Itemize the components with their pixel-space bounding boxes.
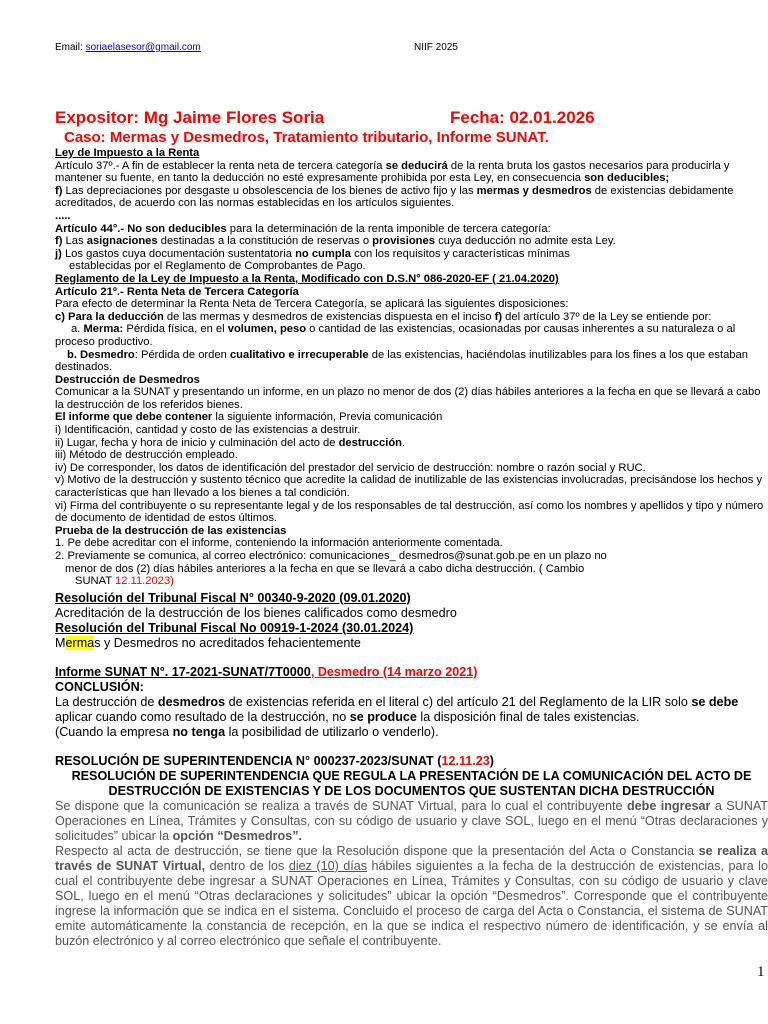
ellipsis: ..... bbox=[55, 209, 71, 222]
inciso-c: c) Para la deducción de las mermas y desmedros de existencias dispuesta en el inciso f) del artículo 37º de la Ley se entiende por: bbox=[55, 310, 712, 323]
ley-heading: Ley de Impuesto a la Renta bbox=[55, 147, 200, 159]
tribunal-2-heading: Resolución del Tribunal Fiscal No 00919-1-2024 (30.01.2024) bbox=[55, 620, 414, 635]
prueba-2-cont: menor de dos (2) días hábiles anteriores a la fecha en que se llevará a cabo dicha destrucción. ( Cambio bbox=[65, 562, 585, 575]
item-iv: iv) De corresponder, los datos de identificación del prestador del servicio de destrucción: nombre o razón social y RUC. bbox=[55, 461, 646, 474]
caso-title: Caso: Mermas y Desmedros, Tratamiento tributario, Informe SUNAT. bbox=[64, 129, 549, 146]
resolucion-heading: RESOLUCIÓN DE SUPERINTENDENCIA N° 000237-2023/SUNAT (12.11.23) bbox=[55, 753, 494, 768]
desmedro-definition: b. Desmedro: Pérdida de orden cualitativo e irrecuperable de las existencias, haciéndolas inutilizables para los fines a los que estaban destinados. bbox=[55, 348, 748, 374]
email-link[interactable]: soriaelasesor@gmail.com bbox=[85, 42, 201, 53]
conclusion-text: La destrucción de desmedros de existencias referida en el literal c) del artículo 21 del Reglamento de la LIR solo se debe aplicar cuando como resultado de la destrucción, no se produce la disposición final de tales existencias. bbox=[55, 694, 739, 724]
item-i: i) Identificación, cantidad y costo de las existencias a destruir. bbox=[55, 424, 361, 437]
prueba-2-end: SUNAT 12.11.2023) bbox=[75, 575, 174, 588]
item-v: v) Motivo de la destrucción y sustento técnico que acredite la calidad de inutilizable de las existencias involucradas, precisándose los hechos y características que han llevado a los bienes a tal condición. bbox=[55, 474, 763, 500]
inciso-f: f) Las depreciaciones por desgaste u obsolescencia de los bienes de activo fijo y las mermas y desmedros de existencias debidamente acreditados, de acuerdo con las normas establecidas en los artículos siguientes. bbox=[55, 184, 734, 210]
prueba-2: 2. Previamente se comunica, al correo electrónico: comunicaciones_ desmedros@sunat.gob.pe en un plazo no bbox=[55, 550, 607, 562]
page-number: 1 bbox=[757, 964, 765, 980]
header-email bbox=[55, 42, 201, 53]
conclusion-note: (Cuando la empresa no tenga la posibilidad de utilizarlo o venderlo). bbox=[55, 724, 439, 739]
reglamento-intro: Para efecto de determinar la Renta Neta de Tercera Categoría, se aplicará las siguientes disposiciones: bbox=[55, 298, 569, 311]
destruccion-text: Comunicar a la SUNAT y presentando un informe, en un plazo no menor de dos (2) días hábiles anteriores a la fecha en que se llevará a cabo la destrucción de los referidos bienes. bbox=[55, 386, 761, 411]
item-iii: iii) Método de destrucción empleado. bbox=[55, 449, 238, 462]
resolucion-p2: Respecto al acta de destrucción, se tiene que la Resolución dispone que la presentación del Acta o Constancia se realiza a través de SUNAT Virtual, dentro de los diez (10) días hábiles siguientes a la fecha de la destrucción de existencias, para lo cual el contribuyente debe ingresar a SUNAT Operaciones en Línea, Trámites y Consultas, con su código de usuario y clave SOL, luego en el menú “Otras declaraciones y solicitudes” ubicar la opción “Desmedros”. Corresponde que el contribuyente ingrese la información que se indica en el sistema. Concluido el proceso de carga del Acta o Constancia, el sistema de SUNAT emite automáticamente la constancia de recepción, en la que se indica el respectivo número de identificación, y se envía al buzón electrónico y al correo electrónico que señale el contribuyente. bbox=[55, 843, 768, 948]
resolucion-subtitle: RESOLUCIÓN DE SUPERINTENDENCIA QUE REGULA LA PRESENTACIÓN DE LA COMUNICACIÓN DEL ACTO DE DESTRUCCIÓN DE EXISTENCIAS Y DE LOS DOCUMENTOS QUE SUSTENTAN DICHA DESTRUCCIÓN bbox=[71, 768, 752, 798]
articulo-37: Artículo 37º.- A fin de establecer la renta neta de tercera categoría se deducirá de la renta bruta los gastos necesarios para producirla y mantener su fuente, en tanto la deducción no esté expresamente prohibida por esta Ley, en consecuencia son deducibles; bbox=[55, 159, 730, 185]
header-niif: NIIF 2025 bbox=[414, 42, 458, 53]
document-body bbox=[55, 108, 768, 949]
conclusion-heading: CONCLUSIÓN: bbox=[55, 679, 144, 694]
articulo-21: Artículo 21º.- Renta Neta de Tercera Categoría bbox=[55, 285, 299, 298]
item-ii: ii) Lugar, fecha y hora de inicio y culminación del acto de destrucción. bbox=[55, 436, 406, 449]
tribunal-2-text: Mermas y Desmedros no acreditados fehacientemente bbox=[55, 635, 361, 650]
prueba-heading: Prueba de la destrucción de las existencias bbox=[55, 524, 287, 537]
merma-definition: a. Merma: Pérdida física, en el volumen, peso o cantidad de las existencias, ocasionadas por causas inherentes a su naturaleza o al proceso productivo. bbox=[55, 323, 736, 348]
destruccion-heading: Destrucción de Desmedros bbox=[55, 373, 200, 386]
informe-contenido: El informe que debe contener la siguiente información, Previa comunicación bbox=[55, 411, 443, 424]
prueba-1: 1. Pe debe acreditar con el informe, conteniendo la información anteriormente comentada. bbox=[55, 537, 503, 550]
resolucion-p1: Se dispone que la comunicación se realiza a través de SUNAT Virtual, para lo cual el contribuyente debe ingresar a SUNAT Operaciones en Línea, Trámites y Consultas, con su código de usuario y clave SOL, luego en el menú “Otras declaraciones y solicitudes” ubicar la opción “Desmedros”. bbox=[55, 798, 768, 843]
reglamento-heading: Reglamento de la Ley de Impuesto a la Renta, Modificado con D.S.N° 086-2020-EF ( 21.04.2020) bbox=[55, 272, 559, 285]
item-vi: vi) Firma del contribuyente o su representante legal y de los responsables de tal destrucción, así como los nombres y apellidos y tipo y número de documento de identidad de estos últimos. bbox=[55, 499, 764, 525]
email-label: Email: bbox=[55, 42, 86, 53]
inciso-j: j) Los gastos cuya documentación sustentatoria no cumpla con los requisitos y características mínimas bbox=[55, 247, 570, 260]
inciso-f-44: f) Las asignaciones destinadas a la constitución de reservas o provisiones cuya deducción no admite esta Ley. bbox=[55, 235, 616, 248]
inciso-j-cont: establecidas por el Reglamento de Comprobantes de Pago. bbox=[69, 260, 366, 273]
tribunal-1-heading: Resolución del Tribunal Fiscal N° 00340-9-2020 (09.01.2020) bbox=[55, 590, 411, 605]
tribunal-1-text: Acreditación de la destrucción de los bienes calificados como desmedro bbox=[55, 605, 457, 620]
expositor-title: Expositor: Mg Jaime Flores Soria bbox=[55, 108, 325, 127]
title-row bbox=[55, 108, 768, 129]
fecha-title: Fecha: 02.01.2026 bbox=[450, 108, 595, 127]
informe-heading: Informe SUNAT N°. 17-2021-SUNAT/7T0000, Desmedro (14 marzo 2021) bbox=[55, 664, 478, 679]
articulo-44: Artículo 44°.- No son deducibles para la determinación de la renta imponible de tercera categoría: bbox=[55, 222, 551, 235]
